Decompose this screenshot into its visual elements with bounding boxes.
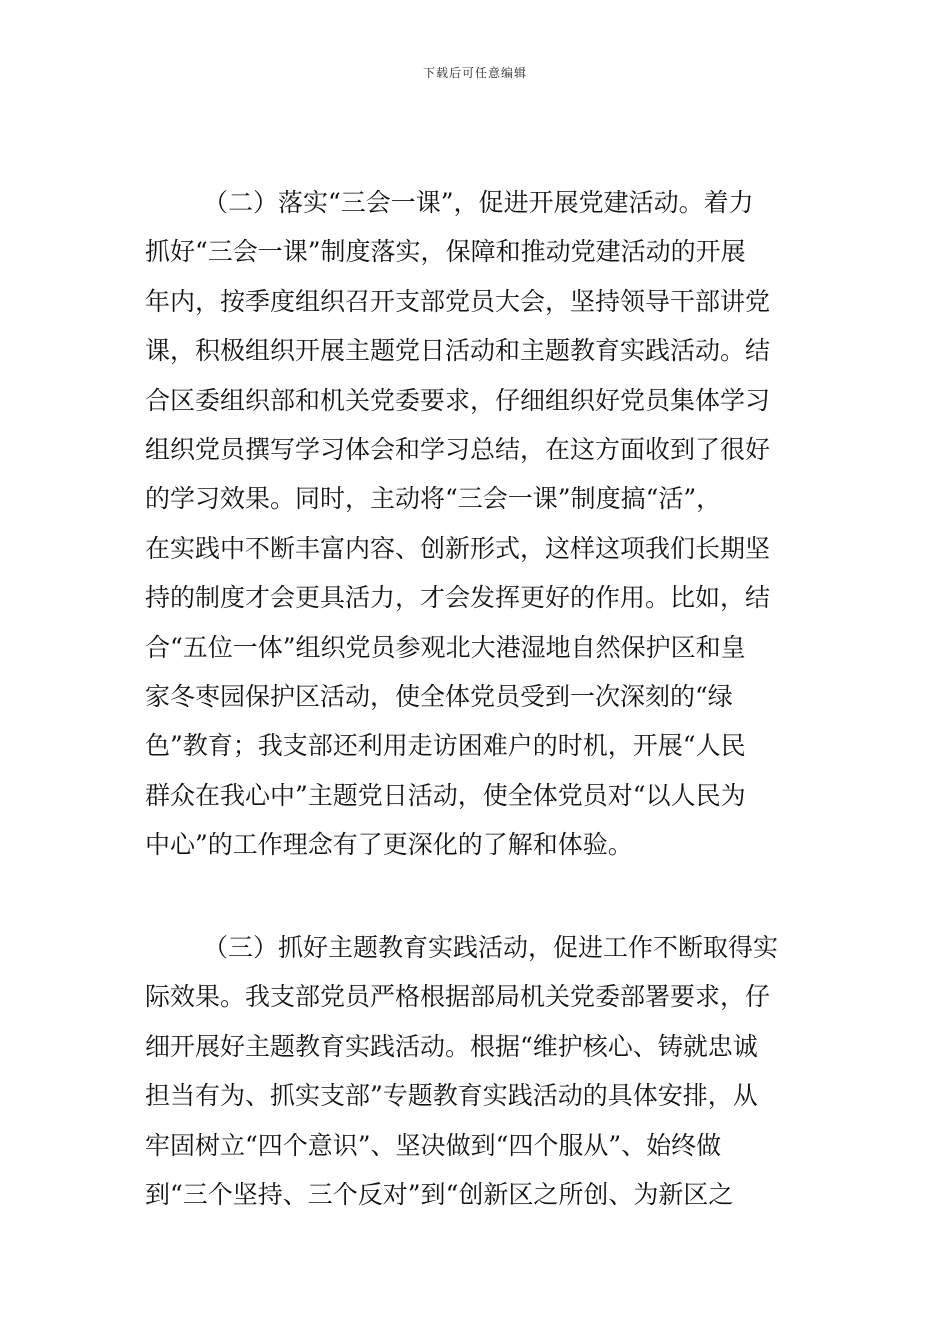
paragraph-line: 在实践中不断丰富内容、创新形式，这样这项我们长期坚: [145, 533, 771, 563]
paragraph-line: 色”教育；我支部还利用走访困难户的时机，开展“人民: [145, 731, 746, 761]
paragraph-line: 中心”的工作理念有了更深化的了解和体验。: [145, 830, 633, 860]
paragraph-line: 牢固树立“四个意识”、坚决做到“四个服从”、始终做: [145, 1130, 722, 1160]
paragraph-line: 组织党员撰写学习体会和学习总结，在这方面收到了很好: [145, 434, 771, 464]
paragraph-line: 细开展好主题教育实践活动。根据“维护核心、铸就忠诚: [145, 1031, 758, 1061]
paragraph-line: 家冬枣园保护区活动，使全体党员受到一次深刻的“绿: [145, 681, 733, 711]
paragraph-line: 课，积极组织开展主题党日活动和主题教育实践活动。结: [145, 336, 771, 366]
paragraph-line: 抓好“三会一课”制度落实，保障和推动党建活动的开展: [145, 237, 746, 267]
paragraph-line: 年内，按季度组织召开支部党员大会，坚持领导干部讲党: [145, 286, 771, 316]
paragraph-line: 到“三个坚持、三个反对”到“创新区之所创、为新区之: [145, 1179, 734, 1209]
paragraph-line: 担当有为、抓实支部”专题教育实践活动的具体安排，从: [145, 1081, 758, 1111]
paragraph-line: 持的制度才会更具活力，才会发挥更好的作用。比如，结: [145, 583, 771, 613]
paragraph-line: 合“五位一体”组织党员参观北大港湿地自然保护区和皇: [145, 632, 746, 662]
paragraph-line: （二）落实“三会一课”，促进开展党建活动。着力: [203, 188, 754, 217]
page-header: 下载后可任意编辑: [422, 66, 527, 80]
paragraph-line: （三）抓好主题教育实践活动，促进工作不断取得实: [203, 933, 779, 962]
paragraph-section-2: [145, 178, 807, 869]
paragraph-line: 际效果。我支部党员严格根据部局机关党委部署要求，仔: [145, 982, 771, 1012]
paragraph-line: 群众在我心中”主题党日活动，使全体党员对“以人民为: [145, 780, 746, 810]
paragraph-line: 合区委组织部和机关党委要求，仔细组织好党员集体学习: [145, 385, 771, 415]
paragraph-line: 的学习效果。同时，主动将“三会一课”制度搞“活”，: [145, 484, 722, 514]
paragraph-section-3: [145, 923, 807, 1219]
